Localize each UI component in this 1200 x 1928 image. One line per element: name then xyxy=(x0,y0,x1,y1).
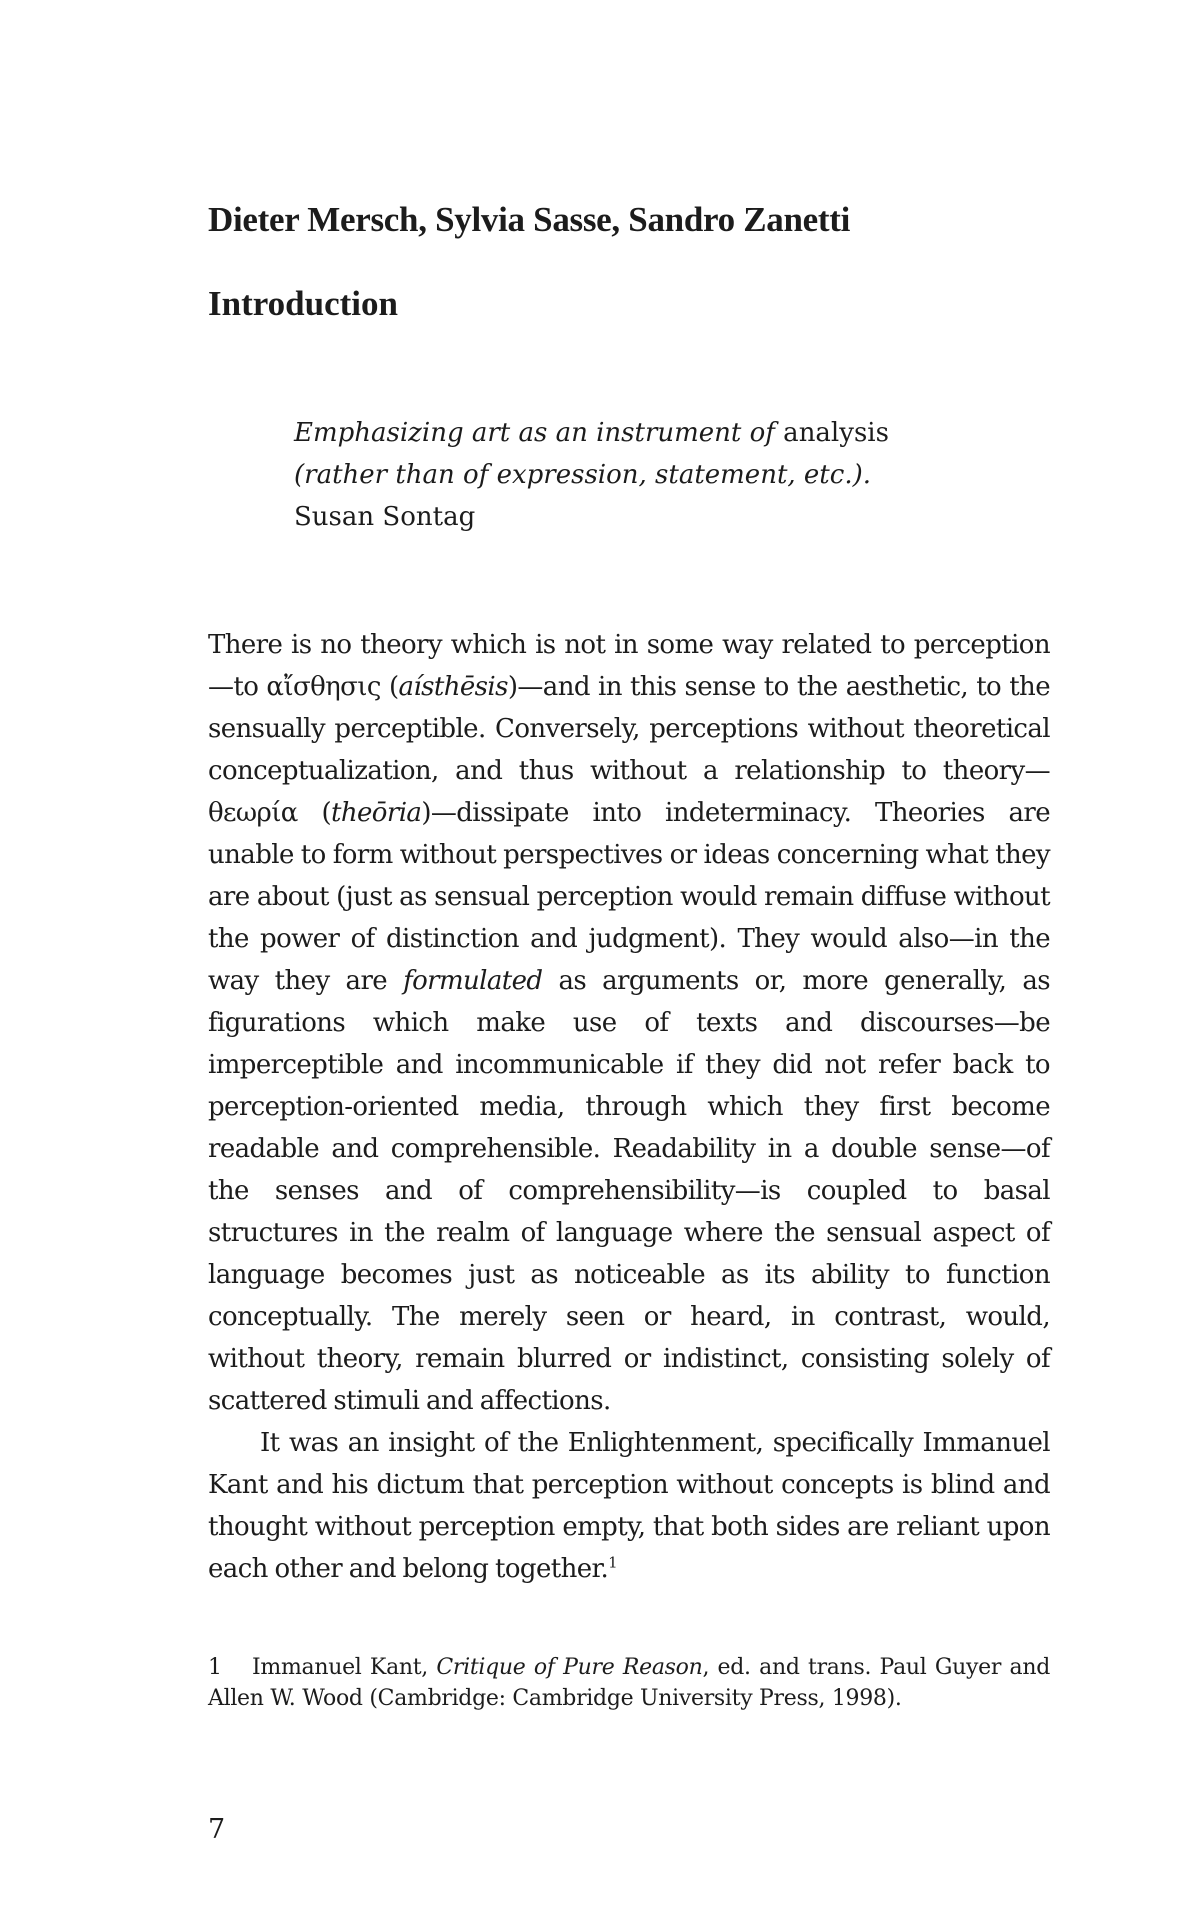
text-run: It was an insight of the Enlightenment, specifically Immanuel Kant and his dictum that perception without concepts is blind and thought without perception empty, that both sides are reliant upon each other and belong together. xyxy=(208,1428,1050,1584)
text-run: as arguments or, more generally, as figurations which make use of texts and discourses—be imperceptible and incommunicable if they did not refer back to perception-oriented media, through which they first become readable and comprehensible. Readability in a double sense—of the senses and of comprehensibility—is coupled to basal structures in the realm of language where the sensual aspect of language becomes just as noticeable as its ability to function conceptually. The merely seen or heard, in contrast, would, without theory, remain blurred or indistinct, consisting solely of scattered stimuli and affections. xyxy=(208,966,1050,1416)
paragraph-2 xyxy=(208,1422,1050,1590)
greek-term: θεωρία xyxy=(208,798,298,828)
footnote-reference[interactable]: 1 xyxy=(608,1553,618,1572)
text-run: )—dissipate into indeterminacy. Theories are unable to form without perspectives or ideas concerning what they are about (just as sensual perception would remain diffuse without the power of distinction and judgment). They would also—in the way they are xyxy=(208,798,1050,996)
transliteration: theōria xyxy=(331,798,422,828)
greek-term: αἴσθησις xyxy=(266,672,381,702)
epigraph-line-1 xyxy=(294,412,934,454)
transliteration: aísthēsis xyxy=(398,672,508,702)
epigraph-italic-text: Emphasizing art as an instrument of xyxy=(294,418,775,448)
epigraph-roman-text: analysis xyxy=(774,418,889,448)
text-run: , ed. and trans. Paul Guyer and Allen W. Wood (Cambridge: Cambridge University Press, 1998). xyxy=(208,1655,1050,1711)
chapter-title: Introduction xyxy=(208,284,398,323)
epigraph-line-2 xyxy=(294,454,934,496)
footnote-number: 1 xyxy=(208,1655,222,1680)
cited-work-title: Critique of Pure Reason xyxy=(436,1655,703,1680)
text-run: )—and in this sense to the aesthetic, to the sensually perceptible. Conversely, perceptions without theoretical conceptualization, and thus without a relationship to theory— xyxy=(208,672,1050,786)
chapter-authors: Dieter Mersch, Sylvia Sasse, Sandro Zanetti xyxy=(208,200,851,239)
text-run: Immanuel Kant, xyxy=(252,1655,437,1680)
epigraph-italic-text-2: (rather than of expression, statement, etc.). xyxy=(294,460,871,490)
page-number: 7 xyxy=(208,1814,226,1845)
emphasis: formulated xyxy=(403,966,543,996)
text-run: ( xyxy=(297,798,332,828)
body-text xyxy=(208,624,1050,1590)
text-run: There is no theory which is not in some way related to perception—to xyxy=(208,630,1050,702)
text-run: ( xyxy=(380,672,399,702)
paragraph-1 xyxy=(208,624,1050,1422)
epigraph-attribution: Susan Sontag xyxy=(294,502,476,532)
epigraph xyxy=(294,412,934,538)
footnote-1 xyxy=(208,1652,1050,1714)
